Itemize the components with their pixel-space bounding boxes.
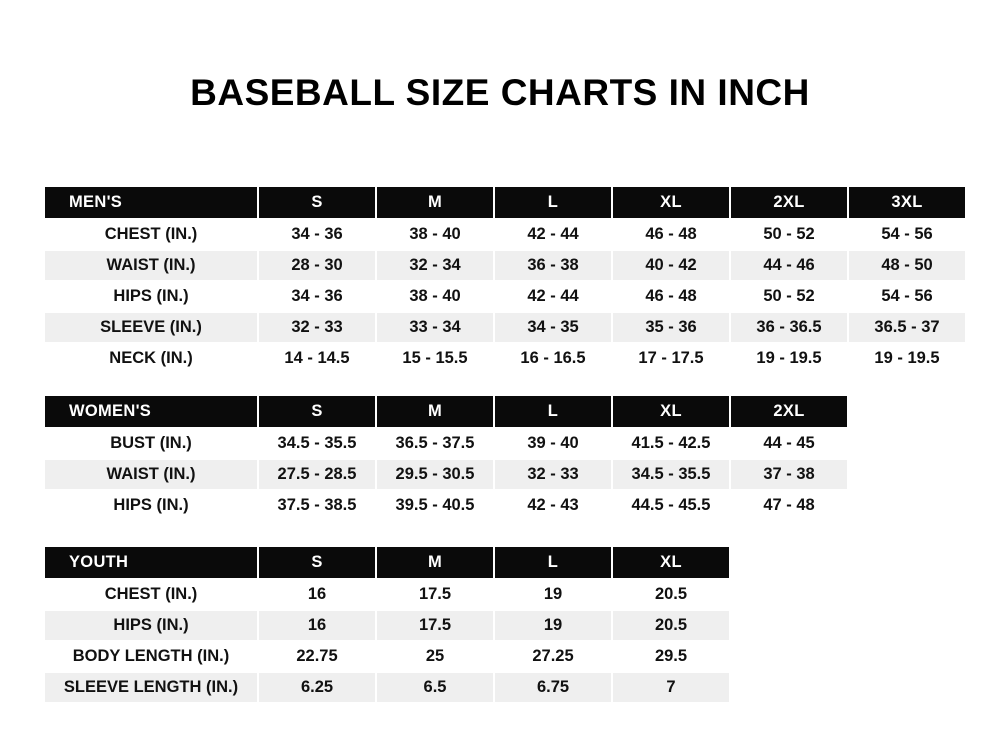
mens-cell: 54 - 56 (849, 220, 965, 249)
youth-chart-header (45, 547, 729, 578)
youth-cell: 25 (377, 642, 493, 671)
womens-cell: 44 - 45 (731, 429, 847, 458)
mens-cell: 34 - 36 (259, 220, 375, 249)
mens-cell: 34 - 35 (495, 313, 611, 342)
mens-row-label: HIPS (IN.) (45, 282, 257, 311)
youth-row-label: BODY LENGTH (IN.) (45, 642, 257, 671)
youth-cell: 17.5 (377, 580, 493, 609)
table-row (45, 220, 965, 249)
womens-chart-header (45, 396, 847, 427)
womens-row-label: HIPS (IN.) (45, 491, 257, 520)
youth-chart-body (45, 580, 729, 702)
table-row (45, 611, 729, 640)
table-row (45, 642, 729, 671)
table-row (45, 282, 965, 311)
mens-cell: 50 - 52 (731, 220, 847, 249)
youth-cell: 16 (259, 611, 375, 640)
youth-cell: 20.5 (613, 611, 729, 640)
table-row (45, 344, 965, 373)
page-title: BASEBALL SIZE CHARTS IN INCH (190, 72, 810, 113)
mens-cell: 42 - 44 (495, 282, 611, 311)
womens-size-chart (43, 394, 849, 522)
womens-cell: 27.5 - 28.5 (259, 460, 375, 489)
mens-cell: 36.5 - 37 (849, 313, 965, 342)
youth-header-cell-0: YOUTH (45, 547, 257, 578)
mens-size-chart (43, 185, 967, 375)
mens-cell: 34 - 36 (259, 282, 375, 311)
youth-cell: 19 (495, 580, 611, 609)
womens-cell: 29.5 - 30.5 (377, 460, 493, 489)
mens-cell: 44 - 46 (731, 251, 847, 280)
mens-header-cell-1: S (259, 187, 375, 218)
table-row (45, 580, 729, 609)
mens-row-label: CHEST (IN.) (45, 220, 257, 249)
mens-cell: 50 - 52 (731, 282, 847, 311)
womens-header-cell-0: WOMEN'S (45, 396, 257, 427)
mens-cell: 14 - 14.5 (259, 344, 375, 373)
mens-cell: 40 - 42 (613, 251, 729, 280)
youth-header-cell-2: M (377, 547, 493, 578)
youth-cell: 29.5 (613, 642, 729, 671)
mens-cell: 46 - 48 (613, 220, 729, 249)
mens-cell: 54 - 56 (849, 282, 965, 311)
table-row (45, 313, 965, 342)
mens-cell: 19 - 19.5 (849, 344, 965, 373)
youth-cell: 22.75 (259, 642, 375, 671)
womens-cell: 34.5 - 35.5 (613, 460, 729, 489)
table-row (45, 460, 847, 489)
youth-cell: 6.25 (259, 673, 375, 702)
mens-cell: 36 - 36.5 (731, 313, 847, 342)
mens-cell: 16 - 16.5 (495, 344, 611, 373)
womens-row-label: BUST (IN.) (45, 429, 257, 458)
womens-header-cell-4: XL (613, 396, 729, 427)
womens-cell: 39 - 40 (495, 429, 611, 458)
womens-cell: 47 - 48 (731, 491, 847, 520)
womens-header-cell-1: S (259, 396, 375, 427)
youth-row-label: CHEST (IN.) (45, 580, 257, 609)
youth-row-label: SLEEVE LENGTH (IN.) (45, 673, 257, 702)
mens-row-label: WAIST (IN.) (45, 251, 257, 280)
mens-cell: 42 - 44 (495, 220, 611, 249)
mens-cell: 35 - 36 (613, 313, 729, 342)
youth-size-chart (43, 545, 731, 704)
header-row (45, 187, 965, 218)
womens-cell: 44.5 - 45.5 (613, 491, 729, 520)
youth-header-cell-4: XL (613, 547, 729, 578)
mens-cell: 19 - 19.5 (731, 344, 847, 373)
womens-cell: 42 - 43 (495, 491, 611, 520)
youth-cell: 17.5 (377, 611, 493, 640)
mens-cell: 33 - 34 (377, 313, 493, 342)
mens-header-cell-0: MEN'S (45, 187, 257, 218)
table-row (45, 251, 965, 280)
youth-cell: 16 (259, 580, 375, 609)
mens-cell: 48 - 50 (849, 251, 965, 280)
mens-cell: 28 - 30 (259, 251, 375, 280)
mens-cell: 32 - 33 (259, 313, 375, 342)
table-row (45, 491, 847, 520)
womens-cell: 32 - 33 (495, 460, 611, 489)
mens-cell: 15 - 15.5 (377, 344, 493, 373)
youth-row-label: HIPS (IN.) (45, 611, 257, 640)
header-row (45, 547, 729, 578)
youth-cell: 27.25 (495, 642, 611, 671)
mens-header-cell-5: 2XL (731, 187, 847, 218)
mens-cell: 38 - 40 (377, 282, 493, 311)
mens-cell: 38 - 40 (377, 220, 493, 249)
mens-row-label: NECK (IN.) (45, 344, 257, 373)
mens-row-label: SLEEVE (IN.) (45, 313, 257, 342)
womens-cell: 37 - 38 (731, 460, 847, 489)
womens-header-cell-3: L (495, 396, 611, 427)
womens-cell: 41.5 - 42.5 (613, 429, 729, 458)
mens-chart-body (45, 220, 965, 373)
youth-cell: 7 (613, 673, 729, 702)
youth-header-cell-3: L (495, 547, 611, 578)
mens-header-cell-3: L (495, 187, 611, 218)
womens-cell: 36.5 - 37.5 (377, 429, 493, 458)
womens-cell: 34.5 - 35.5 (259, 429, 375, 458)
womens-chart-body (45, 429, 847, 520)
mens-cell: 46 - 48 (613, 282, 729, 311)
womens-row-label: WAIST (IN.) (45, 460, 257, 489)
youth-cell: 20.5 (613, 580, 729, 609)
youth-cell: 19 (495, 611, 611, 640)
womens-header-cell-2: M (377, 396, 493, 427)
youth-header-cell-1: S (259, 547, 375, 578)
mens-cell: 32 - 34 (377, 251, 493, 280)
table-row (45, 673, 729, 702)
womens-header-cell-5: 2XL (731, 396, 847, 427)
womens-cell: 37.5 - 38.5 (259, 491, 375, 520)
youth-cell: 6.75 (495, 673, 611, 702)
table-row (45, 429, 847, 458)
mens-cell: 17 - 17.5 (613, 344, 729, 373)
womens-cell: 39.5 - 40.5 (377, 491, 493, 520)
header-row (45, 396, 847, 427)
mens-header-cell-6: 3XL (849, 187, 965, 218)
mens-chart-header (45, 187, 965, 218)
mens-cell: 36 - 38 (495, 251, 611, 280)
mens-header-cell-2: M (377, 187, 493, 218)
youth-cell: 6.5 (377, 673, 493, 702)
mens-header-cell-4: XL (613, 187, 729, 218)
